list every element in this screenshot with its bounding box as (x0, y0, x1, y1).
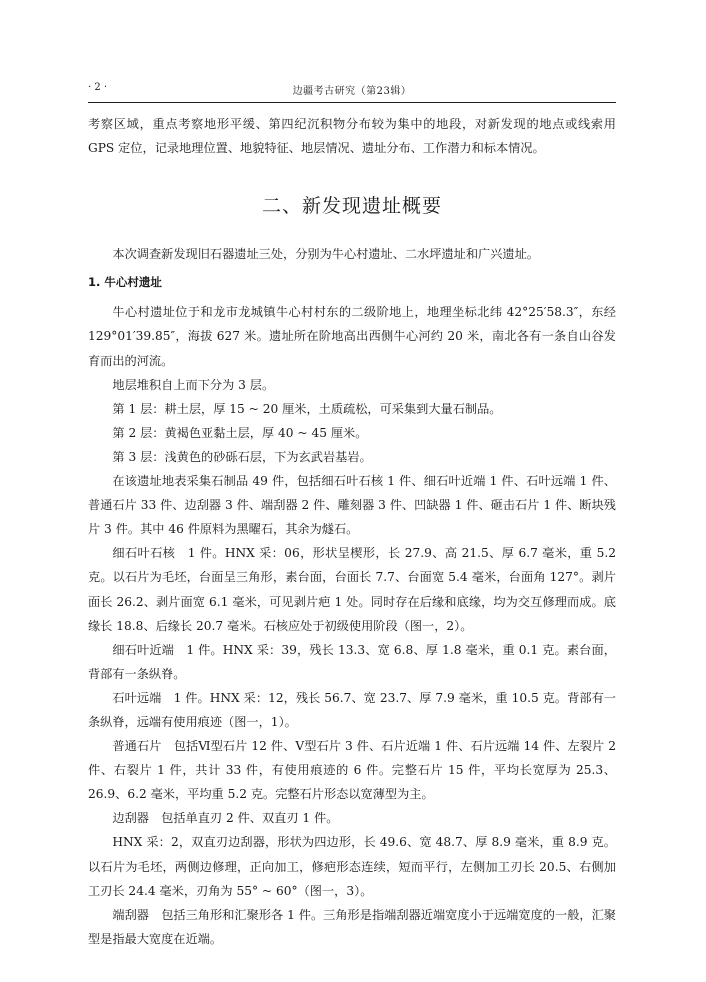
header-rule (88, 102, 616, 103)
paragraph: 普通石片 包括Ⅵ型石片 12 件、Ⅴ型石片 3 件、石片近端 1 件、石片远端 14 件、左裂片 2 件、右裂片 1 件，共计 33 件，有使用痕迹的 6 件。完整石片 15 件，平均长宽厚为 25.3、26.9、6.2 毫米，平均重 5.2 克。完整石片形态以宽薄型为主。 (88, 739, 616, 802)
paragraph: 地层堆积自上而下分为 3 层。 (112, 377, 275, 392)
paragraph: 细石叶近端 1 件。HNX 采：39，残长 13.3、宽 6.8、厚 1.8 毫米，重 0.1 克。素台面，背部有一条纵脊。 (88, 642, 616, 681)
running-header (88, 80, 616, 100)
subsection-title: 1. 牛心村遗址 (88, 275, 162, 290)
paragraph: 第 3 层：浅黄色的砂砾石层，下为玄武岩基岩。 (112, 449, 372, 464)
journal-title: 边疆考古研究（第23辑） (292, 86, 412, 97)
paragraph: 第 2 层：黄褐色亚黏土层，厚 40 ~ 45 厘米。 (112, 425, 368, 440)
paragraph: 细石叶石核 1 件。HNX 采：06，形状呈楔形，长 27.9、高 21.5、厚 6.7 毫米，重 5.2 克。以石片为毛坯，台面呈三角形，素台面，台面长 7.7、台面宽 5.4 毫米，台面角 127°。剥片面长 26.2、剥片面宽 6.1 毫米，可见剥片疤 1 处。同时存在后缘和底缘，均为交互修理而成。底缘长 18.8、后缘长 20.7 毫米。石核应处于初级使用阶段（图一，2）。 (88, 546, 616, 633)
paragraph: 第 1 层：耕土层，厚 15 ~ 20 厘米，土质疏松，可采集到大量石制品。 (112, 401, 502, 416)
paragraph: 边刮器 包括单直刃 2 件、双直刃 1 件。 (112, 811, 339, 826)
paragraph: HNX 采：2，双直刃边刮器，形状为四边形，长 49.6、宽 48.7、厚 8.9 毫米，重 8.9 克。以石片为毛坯，两侧边修理，正向加工，修疤形态连续，短而平行，左侧加工刃长 20.5、右侧加工刃长 24.4 毫米，刃角为 55° ~ 60°（图一，3）。 (88, 835, 616, 898)
page-number: · 2 · (88, 82, 108, 93)
section-title: 二、新发现遗址概要 (261, 195, 442, 218)
page-body (88, 112, 616, 951)
paragraph: 牛心村遗址位于和龙市龙城镇牛心村村东的二级阶地上，地理坐标北纬 42°25′58.3″，东经 129°01′39.85″，海拔 627 米。遗址所在阶地高出西侧牛心河约 20 米，南北各有一条自山谷发育而出的河流。 (88, 305, 616, 368)
paragraph: 在该遗址地表采集石制品 49 件，包括细石叶石核 1 件、细石叶近端 1 件、石叶远端 1 件、普通石片 33 件、边刮器 3 件、端刮器 2 件、雕刻器 3 件、凹缺器 1 件、砸击石片 1 件、断块残片 3 件。其中 46 件原料为黑曜石，其余为燧石。 (88, 474, 616, 537)
paragraph: 石叶远端 1 件。HNX 采：12，残长 56.7、宽 23.7、厚 7.9 毫米，重 10.5 克。背部有一条纵脊，远端有使用痕迹（图一，1）。 (88, 690, 616, 729)
section-summary: 本次调查新发现旧石器遗址三处，分别为牛心村遗址、二水坪遗址和广兴遗址。 (112, 247, 539, 262)
paragraph: 端刮器 包括三角形和汇聚形各 1 件。三角形是指端刮器近端宽度小于远端宽度的一般，汇聚型是指最大宽度在近端。 (88, 907, 616, 946)
intro-paragraph: 考察区域，重点考察地形平缓、第四纪沉积物分布较为集中的地段，对新发现的地点或线索用 GPS 定位，记录地理位置、地貌特征、地层情况、遗址分布、工作潜力和标本情况。 (88, 117, 616, 156)
